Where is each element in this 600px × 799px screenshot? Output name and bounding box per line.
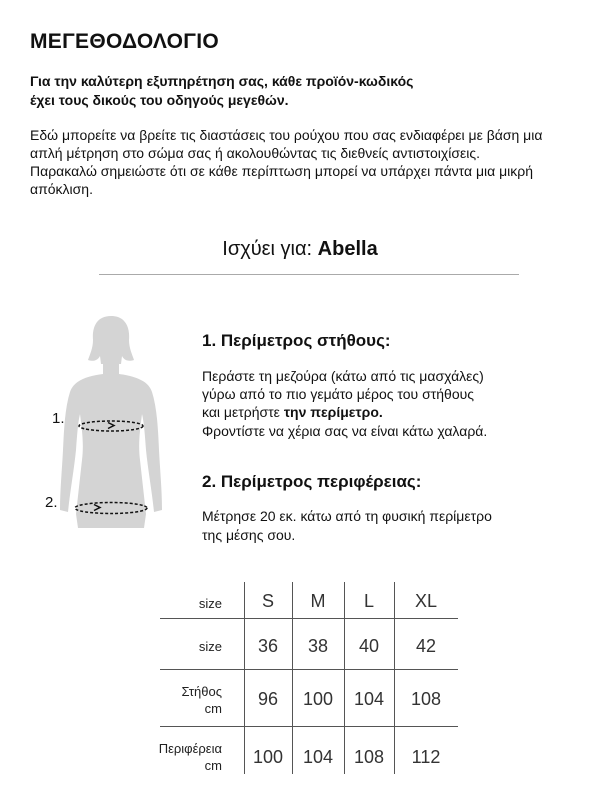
instruction-line [202, 403, 562, 421]
header-size-xl: XL [414, 591, 438, 611]
header-size-l: L [363, 591, 374, 611]
section-body-chest [202, 367, 562, 440]
header-label: size [198, 596, 222, 611]
divider [99, 274, 519, 275]
table-cell: 100 [252, 747, 284, 767]
product-name: Abella [317, 238, 378, 260]
row-label-line: Στήθος [181, 684, 222, 699]
header-size-s: S [261, 591, 274, 611]
instruction-line: της μέσης σου. [202, 527, 296, 543]
instruction-text: και μετρήστε [202, 404, 284, 421]
table-divider [160, 618, 458, 619]
row-label-line: Περιφέρεια [158, 741, 222, 756]
table-cell: 96 [257, 689, 279, 709]
section-heading-hips: 2. Περίμετρος περιφέρειας: [202, 472, 422, 491]
row-label-unit: cm [204, 701, 222, 716]
row-label [140, 740, 222, 774]
table-cell: 38 [307, 636, 329, 656]
table-cell: 100 [302, 689, 334, 709]
intro-bold-text [30, 72, 570, 110]
instruction-emphasis: την περίμετρο. [283, 404, 383, 421]
table-divider [160, 726, 458, 727]
row-label-unit: cm [204, 758, 222, 773]
figure-label-chest: 1. [52, 410, 65, 427]
intro-text [30, 126, 575, 198]
table-cell: 112 [411, 747, 441, 767]
page-title: ΜΕΓΕΘΟΔΟΛΟΓΙΟ [30, 30, 220, 53]
intro-paragraph: Παρακαλώ σημειώστε ότι σε κάθε περίπτωση μπορεί να υπάρχει πάντα μια μικρή απόκλιση. [30, 163, 534, 197]
table-cell: 36 [257, 636, 279, 656]
instruction-line: Μέτρησε 20 εκ. κάτω από τη φυσική περίμετρο [202, 508, 492, 524]
table-cell: 104 [353, 689, 385, 709]
female-silhouette-icon [48, 310, 174, 542]
instruction-line: Περάστε τη μεζούρα (κάτω από τις μασχάλες) [202, 368, 484, 384]
size-table [160, 582, 458, 774]
table-cell: 104 [302, 747, 334, 767]
intro-bold-line: Για την καλύτερη εξυπηρέτηση σας, κάθε προϊόν-κωδικός [30, 73, 414, 89]
instruction-line: γύρω από το πιο γεμάτο μέρος του στήθους [202, 386, 475, 403]
figure-label-hips: 2. [45, 494, 58, 511]
table-divider [160, 669, 458, 670]
applies-to [0, 238, 600, 261]
row-label [160, 683, 222, 717]
intro-paragraph: Εδώ μπορείτε να βρείτε τις διαστάσεις του ρούχου που σας ενδιαφέρει με βάση μια απλή μέτρηση στο σώμα σας ή ακολουθώντας τις διεθνείς αντιστοιχίσεις. [30, 127, 543, 161]
section-body-hips [202, 507, 562, 545]
section-heading-chest: 1. Περίμετρος στήθους: [202, 331, 391, 350]
instruction-line: Φροντίστε να χέρια σας να είναι κάτω χαλαρά. [202, 422, 488, 439]
table-cell: 108 [410, 689, 442, 709]
table-cell: 40 [358, 636, 380, 656]
header-size-m: M [310, 591, 326, 611]
table-cell: 108 [353, 747, 385, 767]
intro-bold-line: έχει τους δικούς του οδηγούς μεγεθών. [30, 92, 289, 108]
row-label: size [198, 639, 222, 654]
applies-prefix: Ισχύει για: [222, 238, 318, 260]
table-cell: 42 [415, 636, 437, 656]
